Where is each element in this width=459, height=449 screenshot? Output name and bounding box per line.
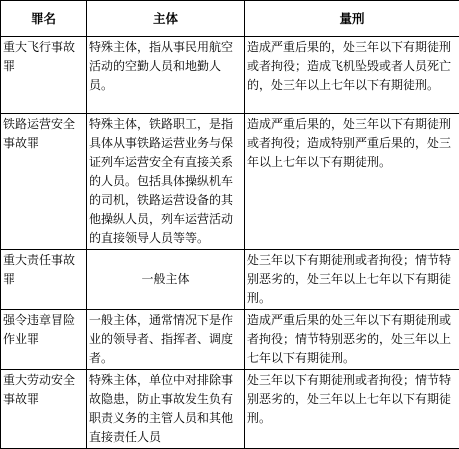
subject-cell: 特殊主体，单位中对排除事故隐患，防止事故发生负有职责义务的主管人员和其他直接责任人员 — [87, 370, 245, 449]
header-crime-name: 罪名 — [1, 1, 87, 37]
crime-name-cell: 重大飞行事故罪 — [1, 37, 87, 114]
sentence-cell: 造成严重后果的处三年以下有期徒刑或者拘役；情节特别恶劣的，处三年以上七年以下有期徒刑。 — [245, 310, 459, 370]
sentence-cell: 造成严重后果的，处三年以下有期徒刑或者拘役；造成飞机坠毁或者人员死亡的，处三年以上七年以下有期徒刑。 — [245, 37, 459, 114]
header-subject: 主体 — [87, 1, 245, 37]
crime-name-cell: 强令违章冒险作业罪 — [1, 310, 87, 370]
subject-cell: 一般主体 — [87, 250, 245, 310]
crime-name-cell: 重大责任事故罪 — [1, 250, 87, 310]
sentence-cell: 造成严重后果的，处三年以下有期徒刑或者拘役；造成特别严重后果的，处三年以上七年以下有期徒刑。 — [245, 114, 459, 250]
sentence-cell: 处三年以下有期徒刑或者拘役；情节特别恶劣的，处三年以上七年以下有期徒刑。 — [245, 250, 459, 310]
header-sentence: 量刑 — [245, 1, 459, 37]
sentence-cell: 处三年以下有期徒刑或者拘役；情节特别恶劣的，处三年以上七年以下有期徒刑。 — [245, 370, 459, 449]
table-row — [1, 250, 459, 310]
crime-name-cell: 重大劳动安全事故罪 — [1, 370, 87, 449]
table-row — [1, 37, 459, 114]
table-row — [1, 310, 459, 370]
subject-cell: 特殊主体，铁路职工，是指具体从事铁路运营业务与保证列车运营安全有直接关系的人员。包括具体操纵机车的司机，铁路运营设备的其他操纵人员，列车运营活动的直接领导人员等等。 — [87, 114, 245, 250]
table-row — [1, 370, 459, 449]
subject-cell: 特殊主体，指从事民用航空活动的空勤人员和地勤人员。 — [87, 37, 245, 114]
header-row — [1, 1, 459, 37]
crime-name-cell: 铁路运营安全事故罪 — [1, 114, 87, 250]
subject-cell: 一般主体，通常情况下是作业的领导者、指挥者、调度者。 — [87, 310, 245, 370]
table-row — [1, 114, 459, 250]
